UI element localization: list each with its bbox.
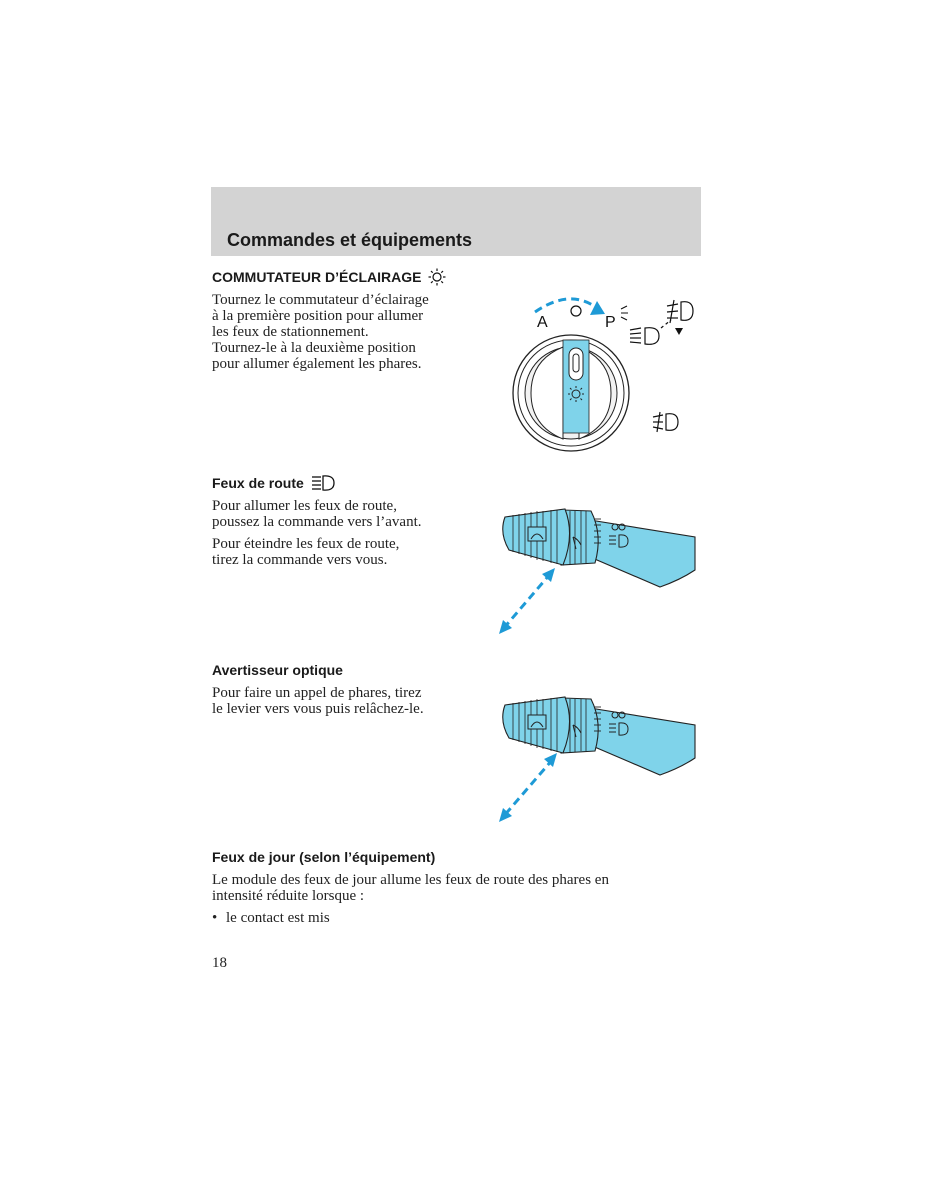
text-line: Pour faire un appel de phares, tirez [212,685,422,701]
text-line: poussez la commande vers l’avant. [212,514,422,530]
text-line: Tournez-le à la deuxième position [212,340,416,356]
heading-light-switch-text: COMMUTATEUR D’ÉCLAIRAGE [212,269,422,285]
bullet-item [212,910,330,926]
rotation-arrowhead [590,301,605,315]
section-header-band [211,187,701,256]
pull-down-arrow-icon [675,328,683,335]
parking-lamp-icon [621,306,628,320]
sun-lamp-icon [428,268,446,289]
headlamp-icon [630,328,659,345]
lever-figure-high-beam [495,495,700,650]
rotation-arrow [535,299,597,312]
heading-daytime-lights: Feux de jour (selon l’équipement) [212,849,436,865]
position-label-p: P [605,314,616,331]
lever-stalk [590,708,695,775]
heading-light-switch [212,268,446,289]
text-line: Le module des feux de jour allume les feux de route des phares en [212,872,609,888]
lever-stalk [590,520,695,587]
heading-high-beam-text: Feux de route [212,475,304,491]
arrowhead-back [499,620,512,634]
text-line: pour allumer également les phares. [212,356,422,372]
lever-figure-flash [495,683,700,838]
flash-to-pass-paragraph [212,685,424,717]
arrowhead-forward [542,568,555,582]
light-switch-figure [505,290,705,465]
position-label-a: A [537,314,548,331]
heading-flash-to-pass: Avertisseur optique [212,662,343,678]
push-pull-arrow [503,573,551,629]
text-line: tirez la commande vers vous. [212,552,388,568]
text-line: à la première position pour allumer [212,308,424,324]
text-line: Pour allumer les feux de route, [212,498,397,514]
pull-arrow [503,759,553,817]
section-title: Commandes et équipements [227,230,473,250]
heading-high-beam [212,474,335,495]
high-beam-paragraph [212,498,422,530]
bullet-dot-icon: • [212,910,218,926]
arrowhead-forward [544,753,557,767]
high-beam-icon [311,474,335,495]
off-position-icon [571,306,581,316]
high-beam-off-paragraph [212,536,399,568]
daytime-lights-paragraph [212,872,609,904]
light-switch-paragraph [212,292,429,372]
text-line: Pour éteindre les feux de route, [212,536,400,552]
rear-fog-lamp-icon [653,412,678,432]
text-line: Tournez le commutateur d’éclairage [212,292,429,308]
page-number: 18 [212,955,227,971]
bullet-text: le contact est mis [226,910,330,926]
fog-lamp-icon [667,300,693,323]
text-line: le levier vers vous puis relâchez-le. [212,701,424,717]
text-line: les feux de stationnement. [212,324,369,340]
text-line: intensité réduite lorsque : [212,888,365,904]
